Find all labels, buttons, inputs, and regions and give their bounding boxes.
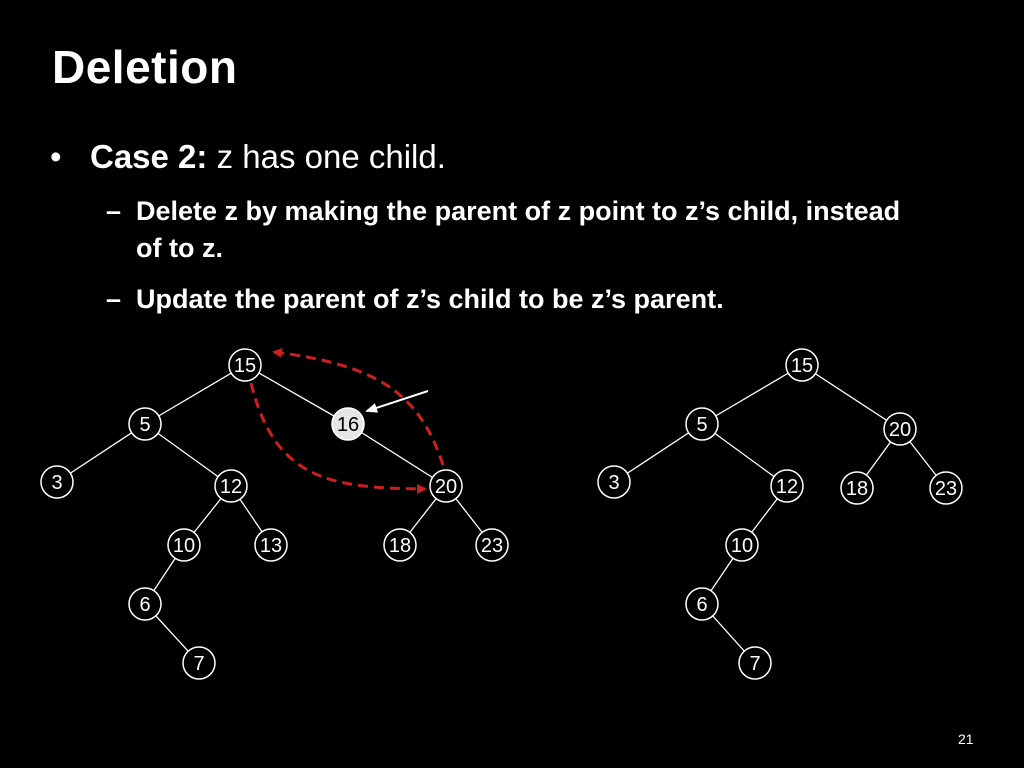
node-label: 16 xyxy=(336,414,360,436)
slide-title: Deletion xyxy=(52,41,238,93)
after-edge-15-20 xyxy=(802,365,900,429)
node-label: 6 xyxy=(696,594,708,616)
before-edge-15-5 xyxy=(145,365,245,424)
node-label: 7 xyxy=(749,653,761,675)
after-edge-15-5 xyxy=(702,365,802,424)
after-node-3 xyxy=(598,466,630,498)
before-node-10 xyxy=(168,529,200,561)
dash-marker: – xyxy=(106,196,122,226)
node-label: 13 xyxy=(259,535,283,557)
case-text: z has one child. xyxy=(207,138,446,175)
after-node-10 xyxy=(726,529,758,561)
after-node-15 xyxy=(786,349,818,381)
before-node-18 xyxy=(384,529,416,561)
node-label: 3 xyxy=(51,472,63,494)
after-node-12 xyxy=(771,470,803,502)
before-node-3 xyxy=(41,466,73,498)
sub-item-2 xyxy=(106,281,916,318)
case-label: Case 2: xyxy=(90,138,208,175)
node-label: 15 xyxy=(233,355,257,377)
node-label: 18 xyxy=(845,478,869,500)
node-label: 10 xyxy=(730,535,754,557)
node-label: 12 xyxy=(219,476,243,498)
node-label: 15 xyxy=(790,355,814,377)
before-node-20 xyxy=(430,470,462,502)
before-node-23 xyxy=(476,529,508,561)
before-node-7 xyxy=(183,647,215,679)
page-number: 21 xyxy=(958,731,974,747)
node-label: 23 xyxy=(480,535,504,557)
after-node-5 xyxy=(686,408,718,440)
after-node-18 xyxy=(841,472,873,504)
before-node-13 xyxy=(255,529,287,561)
node-label: 12 xyxy=(775,476,799,498)
node-label: 6 xyxy=(139,594,151,616)
node-label: 5 xyxy=(139,414,151,436)
bullet-case-2 xyxy=(50,135,446,179)
after-node-20 xyxy=(884,413,916,445)
before-node-12 xyxy=(215,470,247,502)
before-node-15 xyxy=(229,349,261,381)
after-tree-nodes xyxy=(598,349,962,679)
node-label: 5 xyxy=(696,414,708,436)
after-node-7 xyxy=(739,647,771,679)
z-label: z xyxy=(344,375,355,398)
bullet-dot: • xyxy=(50,138,62,175)
node-label: 23 xyxy=(934,478,958,500)
sub-item-text: Update the parent of z’s child to be z’s parent. xyxy=(136,284,724,314)
node-label: 18 xyxy=(388,535,412,557)
redirect-arrow-upper xyxy=(274,352,443,465)
sub-item-text: Delete z by making the parent of z point to z’s child, instead of to z. xyxy=(136,196,901,263)
dash-marker: – xyxy=(106,284,122,314)
before-tree-edges xyxy=(57,365,492,663)
before-node-5 xyxy=(129,408,161,440)
bst-diagram xyxy=(0,330,1024,700)
node-label: 3 xyxy=(608,472,620,494)
after-node-23 xyxy=(930,472,962,504)
after-tree-edges xyxy=(614,365,946,663)
before-node-16 xyxy=(332,408,364,440)
node-label: 7 xyxy=(193,653,205,675)
delete-label: delete xyxy=(433,365,494,388)
sub-item-1 xyxy=(106,193,916,267)
after-node-6 xyxy=(686,588,718,620)
before-tree-nodes xyxy=(41,349,508,679)
node-label: 10 xyxy=(172,535,196,557)
node-label: 20 xyxy=(434,476,458,498)
before-node-6 xyxy=(129,588,161,620)
node-label: 20 xyxy=(888,419,912,441)
